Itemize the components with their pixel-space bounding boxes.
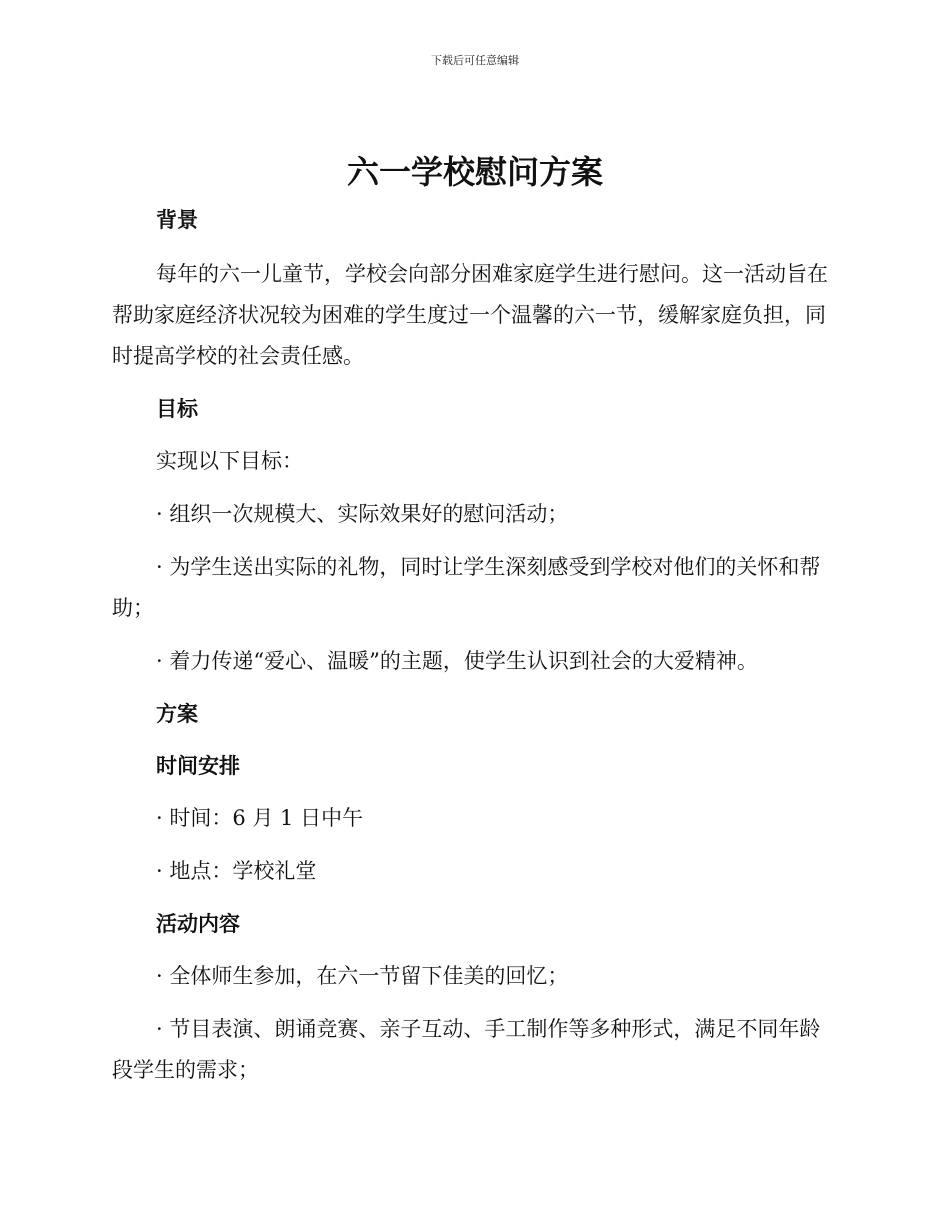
subsection-heading-activities: 活动内容 — [156, 912, 240, 936]
document-title: 六一学校慰问方案 — [346, 153, 603, 191]
schedule-item: · 地点：学校礼堂 — [156, 859, 317, 883]
activity-item: · 节目表演、朗诵竞赛、亲子互动、手工制作等多种形式，满足不同年龄段学生的需求； — [112, 1017, 821, 1082]
activity-item: · 全体师生参加，在六一节留下佳美的回忆； — [156, 964, 569, 988]
goal-item: · 为学生送出实际的礼物，同时让学生深刻感受到学校对他们的关怀和帮助； — [112, 555, 821, 620]
goal-intro: 实现以下目标： — [156, 449, 303, 473]
goal-item: · 组织一次规模大、实际效果好的慰问活动； — [156, 502, 569, 526]
background-paragraph: 每年的六一儿童节，学校会向部分困难家庭学生进行慰问。这一活动旨在帮助家庭经济状况较为困难的学生度过一个温馨的六一节，缓解家庭负担，同时提高学校的社会责任感。 — [112, 262, 828, 368]
document-body — [112, 200, 832, 1091]
schedule-item: · 时间：6 月 1 日中午 — [156, 806, 364, 830]
subsection-heading-schedule: 时间安排 — [156, 754, 240, 778]
section-heading-goal: 目标 — [156, 397, 198, 421]
page-header-note: 下载后可任意编辑 — [431, 54, 519, 67]
section-heading-background: 背景 — [156, 208, 198, 232]
section-heading-plan: 方案 — [156, 702, 198, 726]
goal-item: · 着力传递“爱心、温暖”的主题，使学生认识到社会的大爱精神。 — [156, 649, 758, 673]
